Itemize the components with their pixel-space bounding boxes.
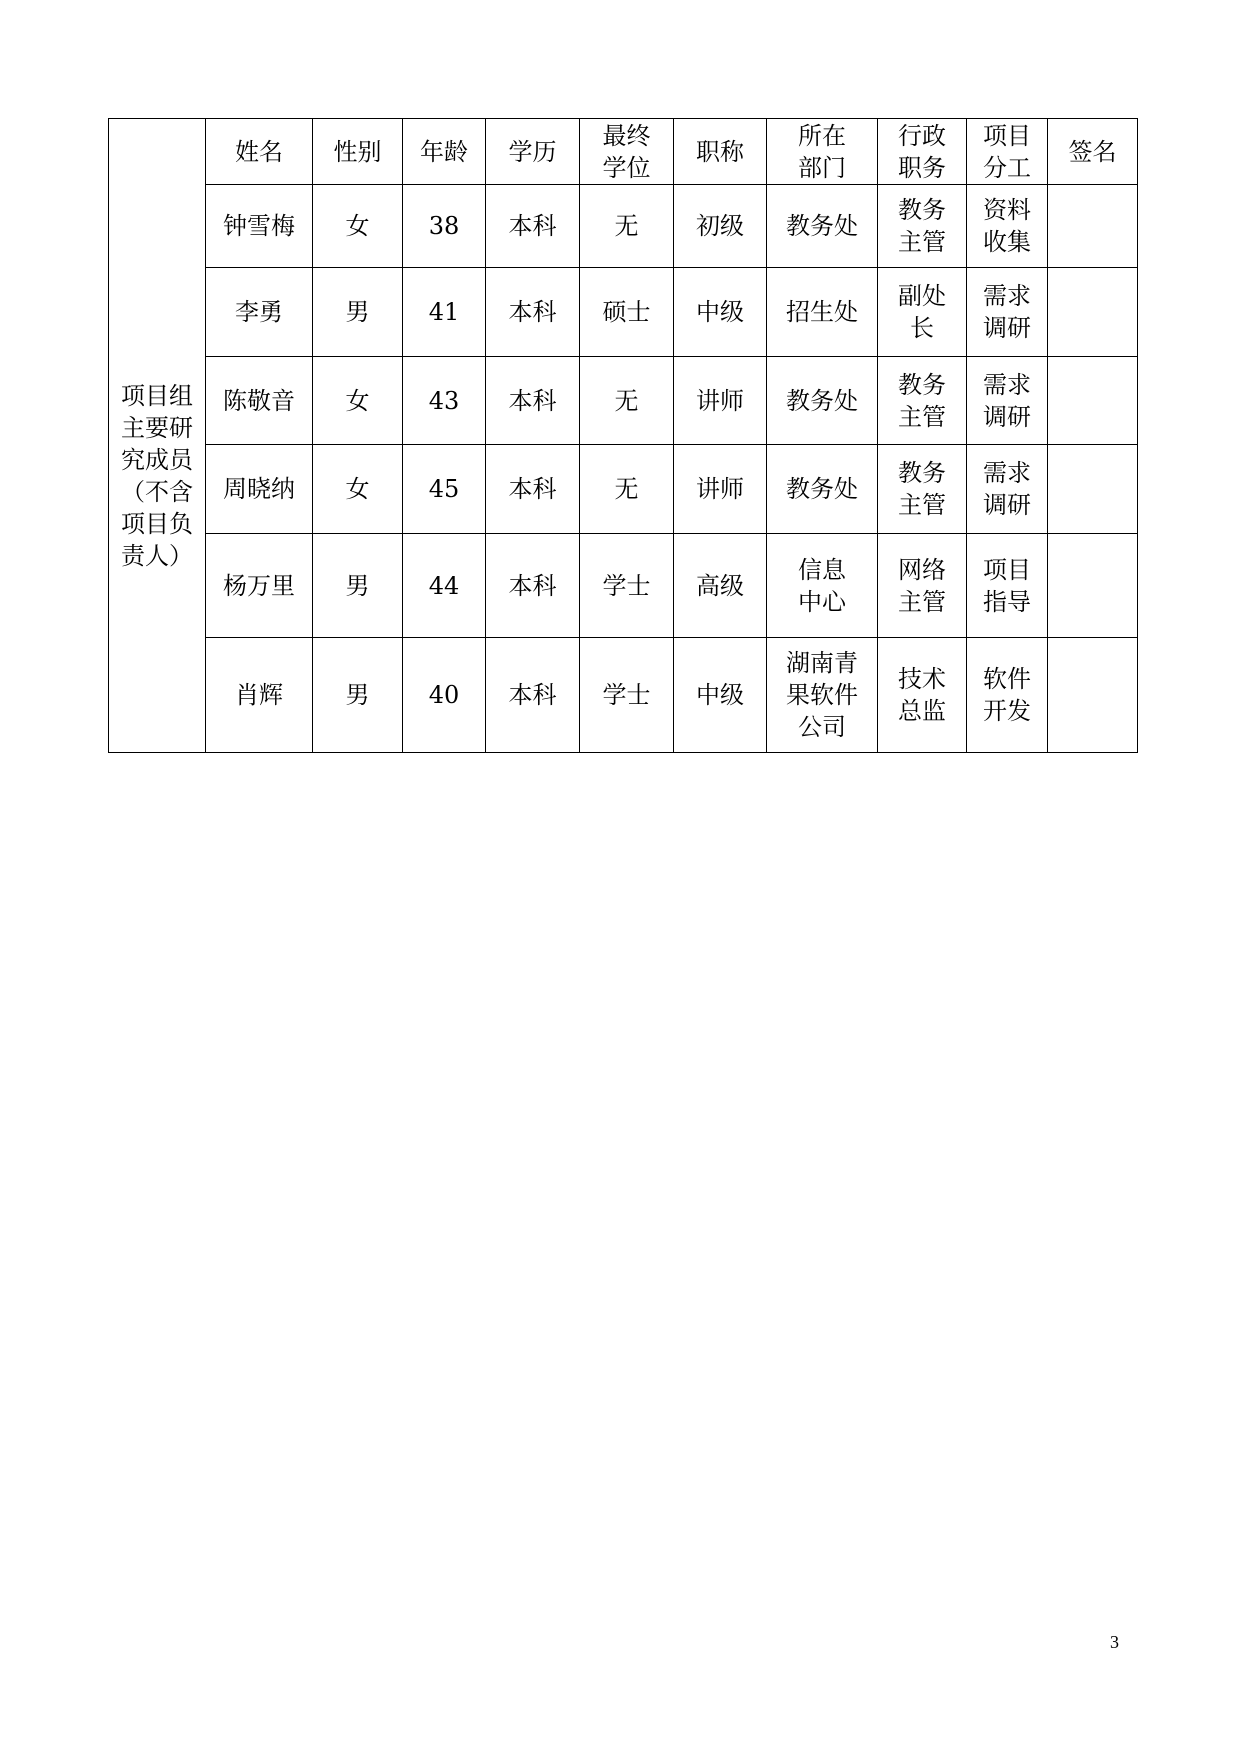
cell-degree: 硕士 bbox=[580, 268, 674, 357]
cell-age: 44 bbox=[403, 534, 486, 638]
cell-role: 需求 调研 bbox=[967, 445, 1048, 534]
cell-department: 教务处 bbox=[767, 185, 878, 268]
cell-age: 45 bbox=[403, 445, 486, 534]
cell-department: 信息 中心 bbox=[767, 534, 878, 638]
cell-title: 中级 bbox=[674, 638, 767, 753]
cell-age: 43 bbox=[403, 357, 486, 445]
research-members-table bbox=[108, 118, 1138, 753]
cell-degree: 学士 bbox=[580, 534, 674, 638]
cell-title: 讲师 bbox=[674, 445, 767, 534]
cell-gender: 男 bbox=[313, 268, 403, 357]
cell-role: 需求 调研 bbox=[967, 268, 1048, 357]
cell-position: 副处 长 bbox=[878, 268, 967, 357]
cell-department: 教务处 bbox=[767, 357, 878, 445]
cell-age: 41 bbox=[403, 268, 486, 357]
cell-degree: 无 bbox=[580, 185, 674, 268]
header-title: 职称 bbox=[674, 119, 767, 185]
cell-signature bbox=[1048, 638, 1138, 753]
cell-role: 软件 开发 bbox=[967, 638, 1048, 753]
header-position: 行政 职务 bbox=[878, 119, 967, 185]
cell-gender: 女 bbox=[313, 445, 403, 534]
cell-education: 本科 bbox=[486, 185, 580, 268]
table-row bbox=[109, 357, 1138, 445]
cell-degree: 无 bbox=[580, 357, 674, 445]
cell-name: 陈敬音 bbox=[206, 357, 313, 445]
cell-position: 网络 主管 bbox=[878, 534, 967, 638]
cell-gender: 男 bbox=[313, 534, 403, 638]
cell-position: 教务 主管 bbox=[878, 445, 967, 534]
table-row bbox=[109, 268, 1138, 357]
cell-title: 高级 bbox=[674, 534, 767, 638]
header-signature: 签名 bbox=[1048, 119, 1138, 185]
cell-position: 教务 主管 bbox=[878, 357, 967, 445]
cell-signature bbox=[1048, 185, 1138, 268]
cell-department: 湖南青 果软件 公司 bbox=[767, 638, 878, 753]
cell-age: 38 bbox=[403, 185, 486, 268]
cell-signature bbox=[1048, 268, 1138, 357]
cell-role: 需求 调研 bbox=[967, 357, 1048, 445]
cell-name: 钟雪梅 bbox=[206, 185, 313, 268]
header-role: 项目 分工 bbox=[967, 119, 1048, 185]
cell-signature bbox=[1048, 445, 1138, 534]
cell-title: 讲师 bbox=[674, 357, 767, 445]
cell-position: 教务 主管 bbox=[878, 185, 967, 268]
cell-role: 资料 收集 bbox=[967, 185, 1048, 268]
table-row bbox=[109, 185, 1138, 268]
table-row bbox=[109, 445, 1138, 534]
cell-education: 本科 bbox=[486, 638, 580, 753]
cell-gender: 男 bbox=[313, 638, 403, 753]
table-row bbox=[109, 534, 1138, 638]
side-label: 项目组主要研究成员（不含项目负责人） bbox=[109, 119, 206, 753]
cell-name: 李勇 bbox=[206, 268, 313, 357]
cell-education: 本科 bbox=[486, 357, 580, 445]
cell-department: 招生处 bbox=[767, 268, 878, 357]
cell-title: 初级 bbox=[674, 185, 767, 268]
cell-age: 40 bbox=[403, 638, 486, 753]
cell-signature bbox=[1048, 534, 1138, 638]
header-gender: 性别 bbox=[313, 119, 403, 185]
cell-degree: 无 bbox=[580, 445, 674, 534]
header-department: 所在 部门 bbox=[767, 119, 878, 185]
cell-role: 项目 指导 bbox=[967, 534, 1048, 638]
cell-name: 肖辉 bbox=[206, 638, 313, 753]
cell-signature bbox=[1048, 357, 1138, 445]
cell-title: 中级 bbox=[674, 268, 767, 357]
cell-degree: 学士 bbox=[580, 638, 674, 753]
header-row bbox=[109, 119, 1138, 185]
header-degree: 最终 学位 bbox=[580, 119, 674, 185]
cell-name: 周晓纳 bbox=[206, 445, 313, 534]
cell-position: 技术 总监 bbox=[878, 638, 967, 753]
cell-education: 本科 bbox=[486, 268, 580, 357]
cell-department: 教务处 bbox=[767, 445, 878, 534]
page-number: 3 bbox=[1110, 1632, 1119, 1652]
cell-gender: 女 bbox=[313, 357, 403, 445]
header-name: 姓名 bbox=[206, 119, 313, 185]
cell-education: 本科 bbox=[486, 445, 580, 534]
cell-education: 本科 bbox=[486, 534, 580, 638]
cell-name: 杨万里 bbox=[206, 534, 313, 638]
header-age: 年龄 bbox=[403, 119, 486, 185]
header-education: 学历 bbox=[486, 119, 580, 185]
table-row bbox=[109, 638, 1138, 753]
cell-gender: 女 bbox=[313, 185, 403, 268]
